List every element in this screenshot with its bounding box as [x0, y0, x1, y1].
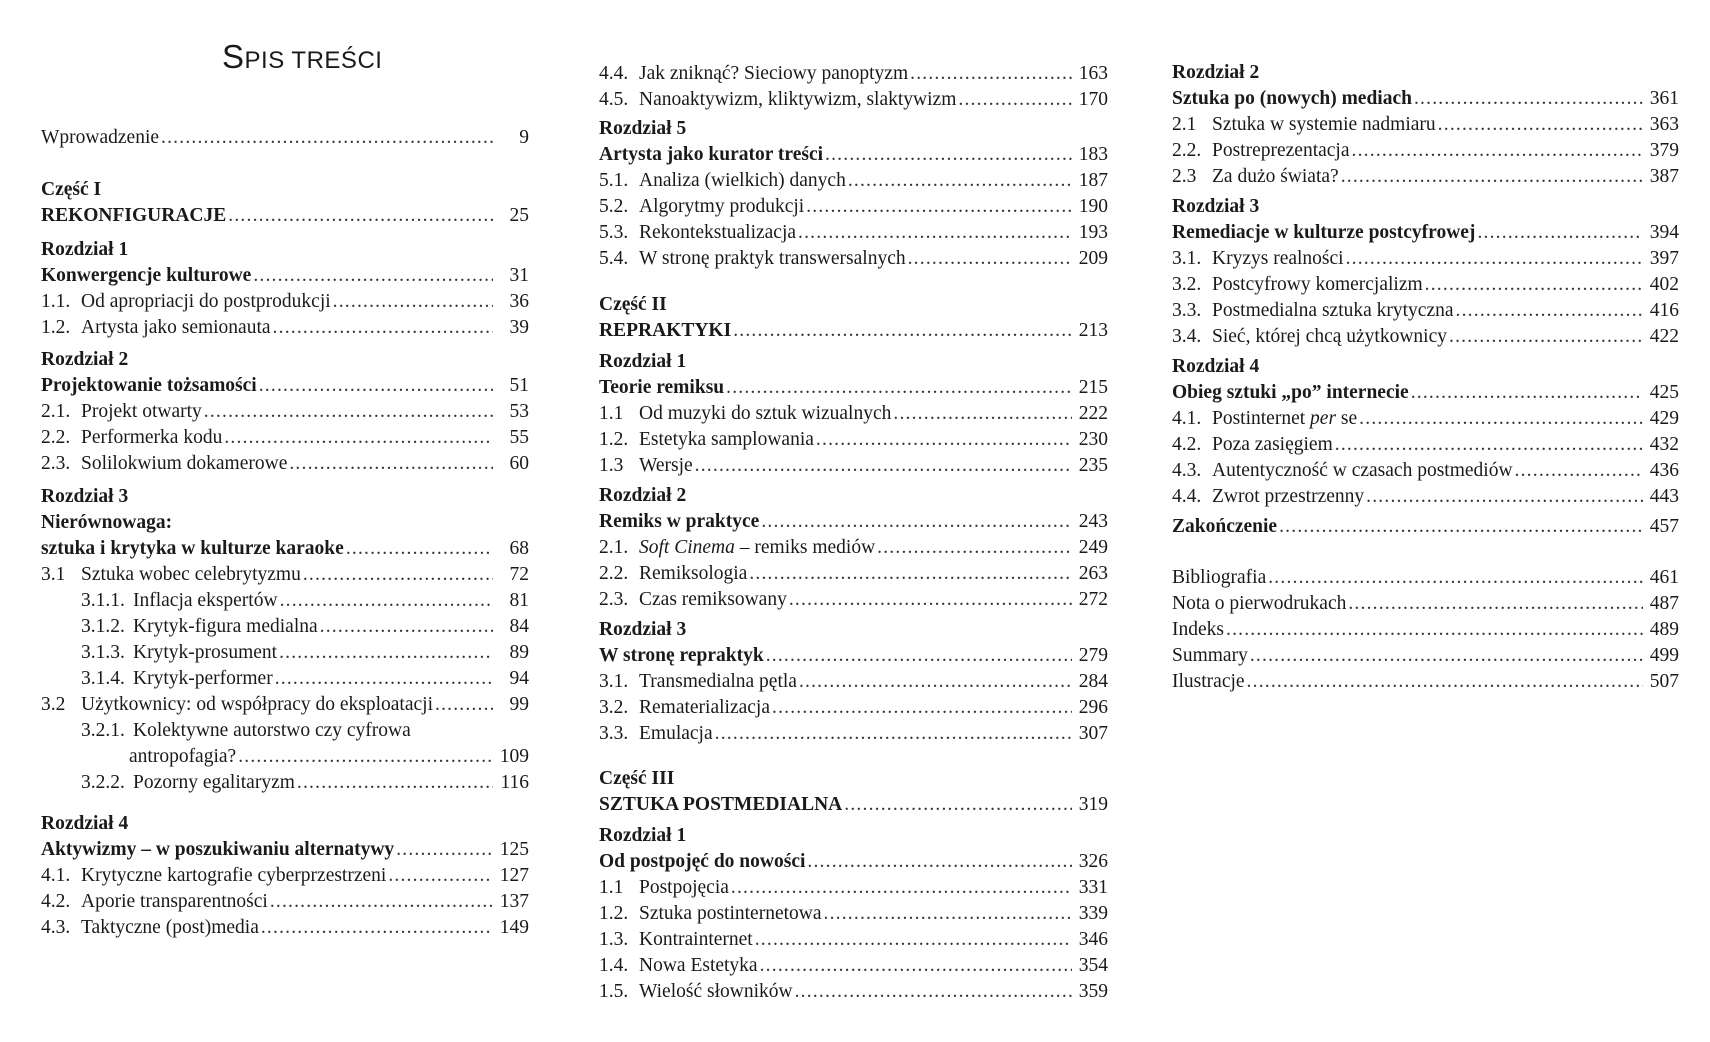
toc-entry[interactable]: 1.1 Postpojęcia ..... 331 — [599, 875, 1108, 901]
toc-entry-chapter[interactable]: Sztuka po (nowych) mediach ..... 361 — [1172, 86, 1679, 112]
toc-entry[interactable]: 5.4. W stronę praktyk transwersalnych ..... 209 — [599, 246, 1108, 272]
toc-entry-index[interactable]: Indeks ..... 489 — [1172, 617, 1679, 643]
toc-entry[interactable]: 4.3. Taktyczne (post)media ..... 149 — [41, 915, 529, 941]
toc-entry[interactable]: 2.1. Soft Cinema – remiks mediów ..... 249 — [599, 535, 1108, 561]
toc-entry-chapter[interactable]: Konwergencje kulturowe ..... 31 — [41, 263, 529, 289]
chapter-label: Rozdział 3 — [599, 619, 687, 640]
toc-entry[interactable]: 2.3 Za dużo świata? ..... 387 — [1172, 164, 1679, 190]
toc-entry[interactable]: 1.1 Od muzyki do sztuk wizualnych ..... 222 — [599, 401, 1108, 427]
toc-entry-intro[interactable]: Wprowadzenie ..... 9 — [41, 125, 529, 151]
toc-entry-bibliography[interactable]: Bibliografia ..... 461 — [1172, 565, 1679, 591]
part-label: Część II — [599, 294, 667, 315]
page-title — [222, 38, 382, 76]
toc-entry[interactable]: 3.2 Użytkownicy: od współpracy do eksploatacji ..... 99 — [41, 692, 529, 718]
toc-entry[interactable]: 3.1.3. Krytyk-prosument ..... 89 — [41, 640, 529, 666]
toc-entry-chapter[interactable]: Artysta jako kurator treści ..... 183 — [599, 142, 1108, 168]
toc-entry-line2[interactable]: antropofagia? ..... 109 — [41, 744, 529, 770]
toc-entry-chapter[interactable]: sztuka i krytyka w kulturze karaoke ..... 68 — [41, 536, 529, 562]
chapter-label: Rozdział 5 — [599, 118, 687, 139]
toc-entry[interactable]: 5.3. Rekontekstualizacja ..... 193 — [599, 220, 1108, 246]
toc-entry[interactable]: 1.3 Wersje ..... 235 — [599, 453, 1108, 479]
toc-entry-note[interactable]: Nota o pierwodrukach ..... 487 — [1172, 591, 1679, 617]
chapter-label: Rozdział 3 — [1172, 196, 1260, 217]
toc-entry[interactable]: 1.4. Nowa Estetyka ..... 354 — [599, 953, 1108, 979]
toc-entry[interactable]: 1.2. Sztuka postinternetowa ..... 339 — [599, 901, 1108, 927]
toc-entry[interactable]: 2.1 Sztuka w systemie nadmiaru ..... 363 — [1172, 112, 1679, 138]
toc-entry[interactable]: 4.5. Nanoaktywizm, kliktywizm, slaktywizm ..... 170 — [599, 87, 1108, 113]
toc-entry[interactable]: 2.3. Solilokwium dokamerowe ..... 60 — [41, 451, 529, 477]
toc-entry[interactable]: 3.1.1. Inflacja ekspertów ..... 81 — [41, 588, 529, 614]
toc-entry[interactable]: 2.3. Czas remiksowany ..... 272 — [599, 587, 1108, 613]
toc-entry-chapter[interactable]: Projektowanie tożsamości ..... 51 — [41, 373, 529, 399]
toc-entry-part[interactable]: REPRAKTYKI ..... 213 — [599, 318, 1108, 344]
toc-entry[interactable]: 4.1. Krytyczne kartografie cyberprzestrzeni ..... 127 — [41, 863, 529, 889]
toc-entry[interactable]: 3.1. Transmedialna pętla ..... 284 — [599, 669, 1108, 695]
toc-entry[interactable]: 2.2. Postreprezentacja ..... 379 — [1172, 138, 1679, 164]
toc-entry[interactable]: 3.4. Sieć, której chcą użytkownicy ..... 422 — [1172, 324, 1679, 350]
toc-entry-line1[interactable]: 3.2.1. Kolektywne autorstwo czy cyfrowa — [81, 720, 411, 741]
toc-entry-conclusion[interactable]: Zakończenie ..... 457 — [1172, 514, 1679, 540]
chapter-label: Rozdział 2 — [599, 485, 687, 506]
toc-entry[interactable]: 2.2. Performerka kodu ..... 55 — [41, 425, 529, 451]
toc-entry[interactable]: 5.2. Algorytmy produkcji ..... 190 — [599, 194, 1108, 220]
toc-entry-chapter[interactable]: Remediacje w kulturze postcyfrowej ..... 394 — [1172, 220, 1679, 246]
toc-entry[interactable]: 3.1.2. Krytyk-figura medialna ..... 84 — [41, 614, 529, 640]
toc-entry[interactable]: 3.2.2. Pozorny egalitaryzm ..... 116 — [41, 770, 529, 796]
italic-word: per — [1310, 408, 1337, 429]
toc-entry-illustrations[interactable]: Ilustracje ..... 507 — [1172, 669, 1679, 695]
toc-entry[interactable]: 1.1. Od apropriacji do postprodukcji ..... 36 — [41, 289, 529, 315]
toc-entry-chapter[interactable]: Od postpojęć do nowości ..... 326 — [599, 849, 1108, 875]
toc-entry-summary[interactable]: Summary ..... 499 — [1172, 643, 1679, 669]
toc-entry-chapter[interactable]: W stronę repraktyk ..... 279 — [599, 643, 1108, 669]
toc-entry[interactable]: 5.1. Analiza (wielkich) danych ..... 187 — [599, 168, 1108, 194]
title-initial: S — [222, 38, 245, 75]
toc-entry-chapter[interactable]: Obieg sztuki „po” internecie ..... 425 — [1172, 380, 1679, 406]
toc-entry[interactable]: 1.5. Wielość słowników ..... 359 — [599, 979, 1108, 1005]
chapter-label: Rozdział 2 — [41, 349, 129, 370]
chapter-label: Rozdział 1 — [599, 825, 687, 846]
chapter-label: Rozdział 3 — [41, 486, 129, 507]
toc-entry-part[interactable]: REKONFIGURACJE ..... 25 — [41, 203, 529, 229]
toc-entry[interactable]: 1.2. Estetyka samplowania ..... 230 — [599, 427, 1108, 453]
toc-entry[interactable]: 4.3. Autentyczność w czasach postmediów ..... 436 — [1172, 458, 1679, 484]
italic-title: Soft Cinema — [639, 537, 735, 558]
toc-entry-part[interactable]: SZTUKA POSTMEDIALNA ..... 319 — [599, 792, 1108, 818]
toc-entry[interactable]: 3.3. Postmedialna sztuka krytyczna ..... 416 — [1172, 298, 1679, 324]
chapter-label: Rozdział 1 — [41, 239, 129, 260]
toc-entry[interactable]: 3.1. Kryzys realności ..... 397 — [1172, 246, 1679, 272]
toc-entry-chapter[interactable]: Aktywizmy – w poszukiwaniu alternatywy ..... 125 — [41, 837, 529, 863]
toc-entry[interactable]: 4.2. Aporie transparentności ..... 137 — [41, 889, 529, 915]
toc-entry[interactable]: 3.1.4. Krytyk-performer ..... 94 — [41, 666, 529, 692]
chapter-label: Rozdział 1 — [599, 351, 687, 372]
toc-entry[interactable]: 3.2. Rematerializacja ..... 296 — [599, 695, 1108, 721]
leader-dots — [161, 125, 493, 151]
toc-entry[interactable]: 2.2. Remiksologia ..... 263 — [599, 561, 1108, 587]
toc-entry[interactable]: 3.2. Postcyfrowy komercjalizm ..... 402 — [1172, 272, 1679, 298]
toc-entry-chapter[interactable]: Teorie remiksu ..... 215 — [599, 375, 1108, 401]
toc-entry[interactable]: 1.3. Kontrainternet ..... 346 — [599, 927, 1108, 953]
chapter-title-line1: Nierównowaga: — [41, 512, 173, 533]
toc-entry[interactable]: 4.4. Zwrot przestrzenny ..... 443 — [1172, 484, 1679, 510]
toc-entry[interactable]: 3.3. Emulacja ..... 307 — [599, 721, 1108, 747]
chapter-label: Rozdział 4 — [41, 813, 129, 834]
part-label: Część I — [41, 179, 102, 200]
chapter-label: Rozdział 2 — [1172, 62, 1260, 83]
toc-entry[interactable]: 1.2. Artysta jako semionauta ..... 39 — [41, 315, 529, 341]
toc-entry[interactable]: 3.1 Sztuka wobec celebrytyzmu ..... 72 — [41, 562, 529, 588]
toc-entry[interactable]: 4.2. Poza zasięgiem ..... 432 — [1172, 432, 1679, 458]
toc-entry[interactable]: 4.4. Jak zniknąć? Sieciowy panoptyzm ..... 163 — [599, 61, 1108, 87]
part-label: Część III — [599, 768, 675, 789]
toc-entry[interactable]: 4.1. Postinternet per se ..... 429 — [1172, 406, 1679, 432]
chapter-label: Rozdział 4 — [1172, 356, 1260, 377]
title-rest: PIS TREŚCI — [244, 47, 383, 74]
toc-entry-chapter[interactable]: Remiks w praktyce ..... 243 — [599, 509, 1108, 535]
toc-entry[interactable]: 2.1. Projekt otwarty ..... 53 — [41, 399, 529, 425]
